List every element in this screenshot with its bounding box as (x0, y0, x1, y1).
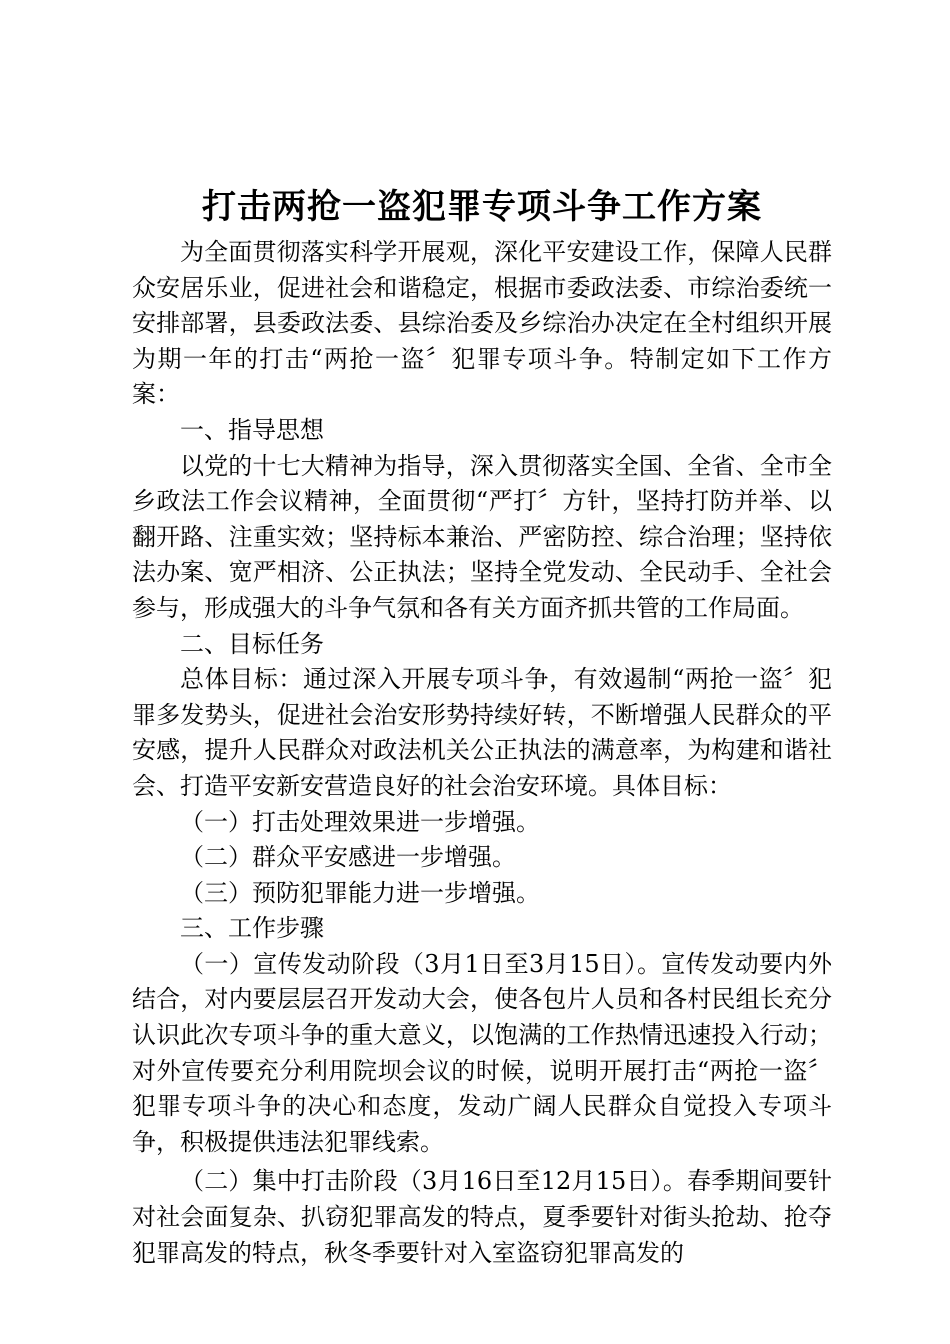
stage-publicity-paragraph: （一）宣传发动阶段（3月1日至3月15日）。宣传发动要内外结合，对内要层层召开发动大会，使各包片人员和各村民组长充分认识此次专项斗争的重大意义，以饱满的工作热情迅速投入行动；对外宣传要充分利用院坝会议的时候，说明开展打击“两抢一盗〞犯罪专项斗争的决心和态度，发动广阔人民群众自觉投入专项斗争，积极提供违法犯罪线索。 (132, 949, 832, 1156)
stage-crackdown-paragraph: （二）集中打击阶段（3月16日至12月15日）。春季期间要针对社会面复杂、扒窃犯罪高发的特点，夏季要针对街头抢劫、抢夺犯罪高发的特点，秋冬季要针对入室盗窃犯罪高发的 (132, 1167, 832, 1267)
objective-item-2: （二）群众平安感进一步增强。 (180, 843, 516, 872)
intro-paragraph: 为全面贯彻落实科学开展观，深化平安建设工作，保障人民群众安居乐业，促进社会和谐稳定，根据市委政法委、市综治委统一安排部署，县委政法委、县综治委及乡综治办决定在全村组织开展为期一年的打击“两抢一盗〞犯罪专项斗争。特制定如下工作方案： (132, 238, 832, 409)
guiding-ideology-paragraph: 以党的十七大精神为指导，深入贯彻落实全国、全省、全市全乡政法工作会议精神，全面贯彻“严打〞方针，坚持打防并举、以翻开路、注重实效；坚持标本兼治、严密防控、综合治理；坚持依法办案、宽严相济、公正执法；坚持全党发动、全民动手、全社会参与，形成强大的斗争气氛和各有关方面齐抓共管的工作局面。 (132, 451, 832, 622)
section-heading-work-steps: 三、工作步骤 (180, 914, 324, 943)
section-heading-guiding-ideology: 一、指导思想 (180, 415, 324, 444)
section-heading-objectives: 二、目标任务 (180, 629, 324, 658)
objective-item-3: （三）预防犯罪能力进一步增强。 (180, 878, 540, 907)
document-title: 打击两抢一盗犯罪专项斗争工作方案 (202, 187, 762, 227)
objectives-paragraph: 总体目标：通过深入开展专项斗争，有效遏制“两抢一盗〞犯罪多发势头，促进社会治安形势持续好转，不断增强人民群众的平安感，提升人民群众对政法机关公正执法的满意率，为构建和谐社会、打造平安新安营造良好的社会治安环境。具体目标： (132, 665, 832, 800)
document-page (132, 185, 832, 1271)
objective-item-1: （一）打击处理效果进一步增强。 (180, 807, 540, 836)
